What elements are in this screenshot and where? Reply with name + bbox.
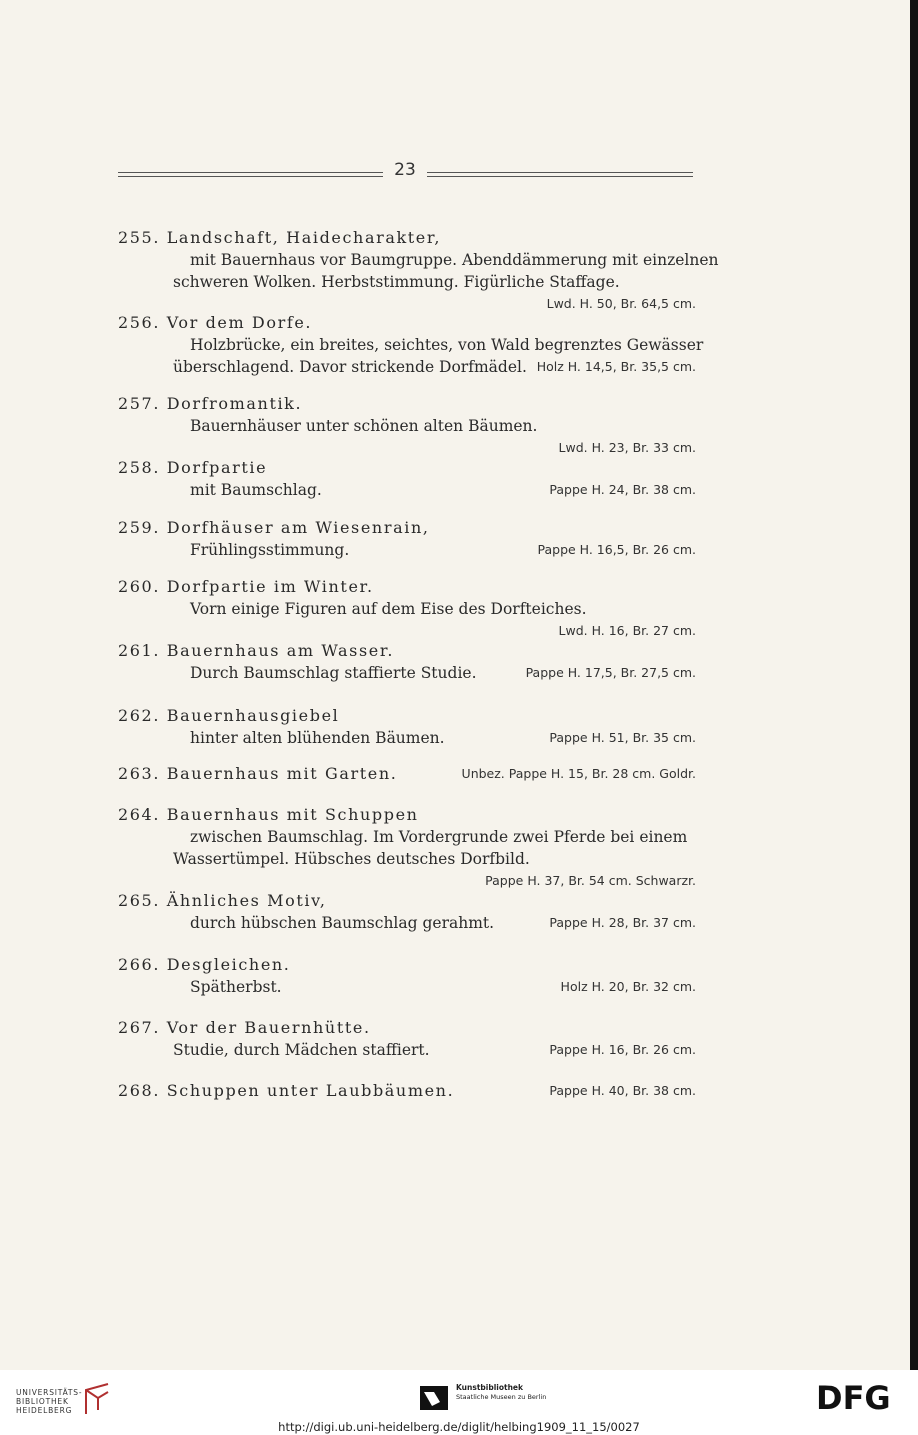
entry-title: 267. Vor der Bauernhütte.: [118, 1018, 371, 1037]
entry-title: 262. Bauernhausgiebel: [118, 706, 340, 725]
entry-medium-dimensions: Unbez. Pappe H. 15, Br. 28 cm. Goldr.: [461, 766, 696, 781]
entry-title: 265. Ähnliches Motiv,: [118, 891, 327, 910]
catalog-entry: [118, 312, 704, 378]
entry-description: mit Bauernhaus vor Baumgruppe. Abenddämmerung mit einzelnen: [190, 251, 719, 269]
entry-description: Studie, durch Mädchen staffiert.: [173, 1041, 430, 1059]
entry-medium-dimensions: Pappe H. 51, Br. 35 cm.: [549, 730, 696, 745]
catalog-entry: [118, 457, 696, 501]
entry-description: Spätherbst.: [190, 978, 282, 996]
entry-medium-dimensions: Lwd. H. 16, Br. 27 cm.: [558, 623, 696, 638]
catalog-entry: [118, 705, 696, 749]
entry-title: 256. Vor dem Dorfe.: [118, 313, 313, 332]
entry-title: 255. Landschaft, Haidecharakter,: [118, 228, 442, 247]
entry-description: Holzbrücke, ein breites, seichtes, von Wald begrenztes Gewässer: [190, 336, 704, 354]
entry-medium-dimensions: Pappe H. 28, Br. 37 cm.: [549, 915, 696, 930]
entry-description: mit Baumschlag.: [190, 481, 322, 499]
entry-description: überschlagend. Davor strickende Dorfmädel.: [173, 358, 527, 376]
entry-title: 259. Dorfhäuser am Wiesenrain,: [118, 518, 430, 537]
catalog-entry: [118, 890, 696, 934]
university-logo-icon: [82, 1380, 112, 1418]
entry-title: 268. Schuppen unter Laubbäumen.: [118, 1081, 455, 1100]
catalog-entry: [118, 954, 696, 998]
scan-edge: [910, 0, 918, 1370]
entry-description: Durch Baumschlag staffierte Studie.: [190, 664, 477, 682]
entry-title: 257. Dorfromantik.: [118, 394, 303, 413]
entry-medium-dimensions: Pappe H. 17,5, Br. 27,5 cm.: [525, 665, 696, 680]
entry-medium-dimensions: Holz H. 14,5, Br. 35,5 cm.: [536, 359, 696, 374]
entry-description: Wassertümpel. Hübsches deutsches Dorfbild.: [173, 850, 530, 868]
digitization-footer: [0, 1370, 918, 1435]
entry-medium-dimensions: Pappe H. 40, Br. 38 cm.: [549, 1083, 696, 1098]
entry-medium-dimensions: Pappe H. 24, Br. 38 cm.: [549, 482, 696, 497]
page-number: 23: [394, 160, 416, 180]
entry-medium-dimensions: Holz H. 20, Br. 32 cm.: [560, 979, 696, 994]
catalog-entry: [118, 804, 696, 892]
entry-description: Bauernhäuser unter schönen alten Bäumen.: [190, 417, 538, 435]
entry-description: Frühlingsstimmung.: [190, 541, 350, 559]
dfg-logo-icon: [816, 1382, 908, 1412]
entry-description: durch hübschen Baumschlag gerahmt.: [190, 914, 495, 932]
kunstbibliothek-label: Kunstbibliothek Staatliche Museen zu Berlin: [456, 1383, 547, 1401]
entry-description: Vorn einige Figuren auf dem Eise des Dorfteiches.: [190, 600, 587, 618]
source-url[interactable]: http://digi.ub.uni-heidelberg.de/diglit/helbing1909_11_15/0027: [278, 1420, 640, 1434]
catalog-entry: [118, 576, 696, 642]
catalog-entry: [118, 517, 696, 561]
catalog-entry: [118, 393, 696, 459]
entry-medium-dimensions: Lwd. H. 50, Br. 64,5 cm.: [546, 296, 696, 311]
entry-medium-dimensions: Pappe H. 16, Br. 26 cm.: [549, 1042, 696, 1057]
entry-description: zwischen Baumschlag. Im Vordergrunde zwei Pferde bei einem: [190, 828, 688, 846]
entry-title: 263. Bauernhaus mit Garten.: [118, 764, 398, 783]
entry-title: 260. Dorfpartie im Winter.: [118, 577, 374, 596]
entry-title: 266. Desgleichen.: [118, 955, 291, 974]
catalog-entry: [118, 763, 696, 785]
entry-medium-dimensions: Pappe H. 16,5, Br. 26 cm.: [537, 542, 696, 557]
entry-title: 258. Dorfpartie: [118, 458, 268, 477]
header-rule-left: [118, 172, 383, 177]
entry-description: schweren Wolken. Herbststimmung. Figürliche Staffage.: [173, 273, 620, 291]
university-library-label: UNIVERSITÄTS- BIBLIOTHEK HEIDELBERG: [16, 1388, 83, 1415]
catalog-entry: [118, 640, 696, 684]
catalog-entry: [118, 1017, 696, 1061]
header-rule-right: [427, 172, 693, 177]
catalog-entry: [118, 227, 719, 315]
entry-title: 261. Bauernhaus am Wasser.: [118, 641, 395, 660]
catalog-entry: [118, 1080, 696, 1102]
entry-medium-dimensions: Pappe H. 37, Br. 54 cm. Schwarzr.: [485, 873, 696, 888]
entry-title: 264. Bauernhaus mit Schuppen: [118, 805, 419, 824]
kunstbibliothek-logo-icon: [420, 1384, 448, 1410]
entry-medium-dimensions: Lwd. H. 23, Br. 33 cm.: [558, 440, 696, 455]
dfg-logo-text: DFG: [816, 1382, 891, 1412]
entry-description: hinter alten blühenden Bäumen.: [190, 729, 445, 747]
